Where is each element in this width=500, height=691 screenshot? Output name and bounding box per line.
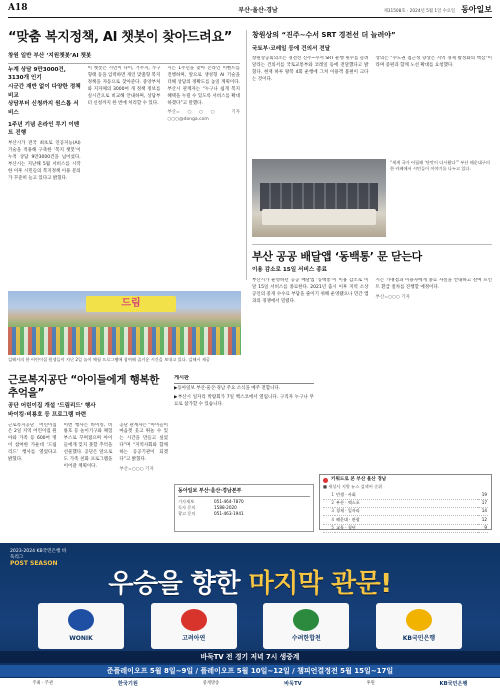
main-paragraph-2: 이 챗봇은 시민이 나이, 거주지, 가구 형태 등을 입력하면 개인 맞춤형 복지정책을 자동으로 찾아준다. 중앙부처와 지자체의 3000여 개 정책 정보를 실시간으로 비교해 안내하며, 상담부터 신청까지 한 번에 처리할 수 있다.: [87, 65, 161, 106]
keyword-table: [323, 491, 488, 533]
team-emblem-icon: [293, 609, 319, 631]
briefs: [174, 375, 314, 479]
contact-value: 051-463-1941: [214, 511, 244, 517]
team-logos: [38, 603, 462, 649]
side-headline: 창원상의 “진주~수서 SRT 경전선 더 늘려야”: [252, 31, 396, 39]
mid-right-column: [376, 278, 493, 448]
page-number: A18: [8, 2, 28, 13]
section-title: 부산·울산·경남: [238, 7, 278, 14]
keyword: 해운대 · 관광: [335, 516, 478, 524]
contact-value: 1588-2020: [214, 504, 237, 510]
keyword: 민생 · 사회: [335, 491, 478, 499]
keyword: 경제 · 일자리: [335, 507, 478, 515]
rank: 2: [323, 499, 335, 507]
keyword: 부산 · 엑스포: [335, 499, 478, 507]
contact-title: 동아일보 부산·울산·경남본부: [178, 488, 310, 497]
contact-box: [174, 484, 314, 532]
kids-photo-banner: 드림: [86, 296, 176, 312]
slogan-text: 우승을 향한: [108, 569, 249, 599]
count: 14: [478, 507, 488, 515]
count: 19: [478, 491, 488, 499]
rank: 1: [323, 491, 335, 499]
section-divider: [252, 244, 492, 245]
team-name: 수려한합천: [291, 635, 321, 642]
kids-paragraph-1: 근로복지공단 어린이집은 2일 지역 어린이집 원아와 가족 등 600여 명이 참여한 가운데 ‘드림리드’ 행사를 열었다고 밝혔다.: [8, 422, 57, 463]
table-row: [323, 507, 488, 515]
kids-right-column: [119, 423, 168, 543]
kids-byline: 부산=○○○ 기자: [119, 467, 154, 473]
side-article: [252, 30, 492, 166]
main-subhead-3: 시군간 재반 없이 다양한 정책 비교: [8, 83, 81, 99]
team-name: KB국민은행: [402, 635, 436, 642]
broadcast-notice: 바둑TV 전 경기 저녁 7시 생중계: [0, 651, 500, 663]
contact-row: [178, 511, 310, 517]
slogan-emphasis: 마지막 관문!: [248, 569, 392, 599]
main-article: [8, 30, 240, 46]
main-subhead-4: 상담부터 신청까지 원스톱 서비스: [8, 101, 79, 116]
kids-headline: 근로복지공단 “아이들에게 행복한 추억을”: [8, 374, 160, 399]
sponsor-strip: [0, 678, 500, 691]
kids-article: [8, 374, 168, 543]
count: 9: [478, 524, 488, 532]
table-row: [323, 499, 488, 507]
table-row: [323, 524, 488, 532]
kids-photo-caption: 김해시의 한 어린이집 원생들이 지난 2일 놀이 체험 프로그램에 참여해 즐거운 시간을 보내고 있다. 김해시 제공: [8, 357, 210, 362]
team-emblem-icon: [181, 609, 207, 631]
sponsor-label: 중계방송: [202, 681, 220, 687]
bullet-icon: [323, 478, 328, 483]
sponsor-name: 한국기원: [117, 680, 138, 687]
mid-subhead: 이용 감소로 15일 서비스 종료: [252, 267, 328, 274]
side-subhead: 국토부·코레일 등에 건의서 전달: [252, 45, 331, 52]
team-card: [38, 603, 124, 649]
meeting-caption: “세계 국가 어필해 ‘단맛이 다시왔다’” 부산 해운대구의 한 카페에서 시민들이 이야기를 나누고 있다.: [390, 160, 490, 172]
rank: 3: [323, 507, 335, 515]
main-subhead-5: 1주년 기념 온라인 투기 이벤트 진행: [8, 121, 80, 137]
main-headline: “맞춤 복지정책, AI 챗봇이 찾아드려요”: [8, 30, 232, 45]
main-subhead-2: 누계 상담 9만3000건, 3130개 인기: [8, 66, 66, 82]
brief-item-1: ▶동아일보 부산·울산·경남 주요 소식을 매주 전합니다.: [174, 385, 281, 391]
kids-subhead-2: 바이킹·비룡호 등 프로그램 마련: [8, 411, 87, 418]
rank: 4: [323, 516, 335, 524]
main-right-column: [167, 66, 240, 284]
masthead: [8, 2, 492, 18]
team-card: [263, 603, 349, 649]
table-row: [323, 491, 488, 499]
count: 12: [478, 516, 488, 524]
rank: 5: [323, 524, 335, 532]
team-emblem-icon: [406, 609, 432, 631]
kids-crowd: [8, 327, 241, 355]
team-name: 고려아연: [182, 635, 206, 642]
mid-headline: 부산 공공 배달앱 ‘동백통’ 문 닫는다: [252, 250, 422, 263]
paper-name: 동아일보: [461, 4, 492, 14]
kids-paragraph-2: 이번 행사는 바이킹, 비룡호 등 놀이기구와 체험 부스로 꾸며졌으며 아이들에게 잊지 못할 추억을 선물했다. 공단은 앞으로도 가족 친화 프로그램을 이어갈 계획이다.: [63, 422, 113, 470]
issue-info: 제31508호 · 2024년 5월 1일 수요일: [383, 8, 456, 14]
contact-key: 광고 문의: [178, 511, 196, 517]
mid-paragraph-1: 부산시가 운영하던 공공 배달앱 ‘동백통’이 이용 감소로 이달 15일 서비스를 종료한다. 2021년 출시 이후 지역 소상공인의 중개 수수료 부담을 줄이기 위해 운영됐으나 민간 앱과의 경쟁에서 밀렸다.: [252, 277, 369, 304]
ad-slogan: [0, 565, 500, 604]
contact-value: 051-464-7870: [214, 498, 244, 504]
kids-paragraph-3: 공단 관계자는 “아이들이 마음껏 웃고 뛰놀 수 있는 시간을 만들고 싶었다”며 “지역사회와 함께하는 공공기관이 되겠다”고 밝혔다.: [119, 422, 168, 463]
mid-paragraph-2: 시는 가맹점과 이용자에게 종료 사실을 안내하고 잔여 포인트 환급 절차를 진행할 예정이다.: [375, 277, 492, 290]
team-card: [151, 603, 237, 649]
count: 17: [478, 499, 488, 507]
main-byline: 부산=○○○ 기자 ○○○@donga.com: [167, 110, 240, 123]
sponsor-label: 주최 · 주관: [32, 681, 54, 687]
league-name: 2023-2024 KB국민은행 바둑리그: [10, 549, 67, 560]
main-left-column: [8, 66, 81, 284]
main-paragraph-3: 시는 1주년을 맞아 온라인 이벤트를 진행하며, 앞으로 생성형 AI 기술을 더해 상담의 정확도를 높일 계획이다. 부산시 관계자는 “누구나 쉽게 복지 혜택을 누릴 수 있도록 서비스를 확대하겠다”고 말했다.: [167, 65, 240, 106]
sponsor-name: 바둑TV: [284, 680, 302, 687]
contact-key: 기사제보: [178, 498, 195, 504]
table-row: [323, 516, 488, 524]
schedule-bar: 준플레이오프 5월 8일~9일 / 플레이오프 5월 10일~12일 / 챔피언결정전 5월 15일~17일: [0, 665, 500, 677]
keyword-subtitle: ■ 세상사 지방 뉴스 검색어 순위: [323, 483, 383, 489]
sponsor-name: KB국민은행: [439, 680, 468, 687]
keyword-box: [319, 474, 492, 530]
kids-columns: [8, 423, 168, 543]
keyword-title: 키워드로 본 부산 울산 경남: [331, 477, 387, 482]
contact-key: 독자 문의: [178, 504, 196, 510]
column-divider: [246, 30, 247, 280]
team-emblem-icon: [68, 609, 94, 631]
mid-byline: 부산=○○○ 기자: [375, 294, 410, 300]
meeting-photo: [252, 159, 386, 237]
main-article-body: [8, 52, 240, 284]
meeting-table: [262, 209, 376, 225]
brief-item-2: ▶부산시 일자리 박람회가 7일 벡스코에서 열립니다. 구직자 누구나 무료로 참가할 수 있습니다.: [174, 394, 314, 407]
masthead-right: [384, 3, 492, 15]
baduk-league-ad[interactable]: [0, 543, 500, 691]
league-postseason: POST SEASON: [10, 560, 58, 568]
keyword: 교육 · 청년: [335, 524, 478, 532]
side-paragraph-2: 상의는 “수도권 접근성 향상은 지역 경제 활성화의 핵심”이라며 증편과 함께 노선 확대를 요청했다.: [375, 56, 492, 69]
side-columns: [252, 56, 492, 166]
team-card: [376, 603, 462, 649]
briefs-title: 게시판: [174, 375, 314, 384]
team-name: WONIK: [69, 635, 93, 642]
kids-subhead-1: 공단 어린이집 개설 ‘드림리드’ 행사: [8, 403, 96, 410]
league-logo: [10, 549, 68, 568]
main-paragraph-1: 부산시가 전국 최초로 인공지능(AI) 기술을 적용해 구축한 ‘복지 챗봇’이 누적 상담 9만3000건을 넘어섰다. 부산시는 지난해 5월 서비스를 시작한 이후 시민들의 복지정책 이용 문의가 꾸준히 늘고 있다고 밝혔다.: [8, 140, 81, 181]
sponsor-label: 후원: [366, 681, 375, 687]
main-subhead-1: 창원 일반 부산 ‘지원챗봇’AI 챗봇: [8, 53, 92, 59]
main-columns: [8, 66, 240, 284]
side-paragraph-1: 창원상공회의소는 경전선 진주~수서 SRT 운행 횟수를 늘려 달라는 건의서를 국토교통부와 코레일 등에 전달했다고 밝혔다. 현재 하루 왕복 4회 운행에 그쳐 이용객 불편이 크다는 것이다.: [252, 56, 369, 83]
meeting-people: [260, 183, 378, 211]
kids-photo: [8, 291, 241, 355]
keyword-header: [323, 477, 488, 484]
